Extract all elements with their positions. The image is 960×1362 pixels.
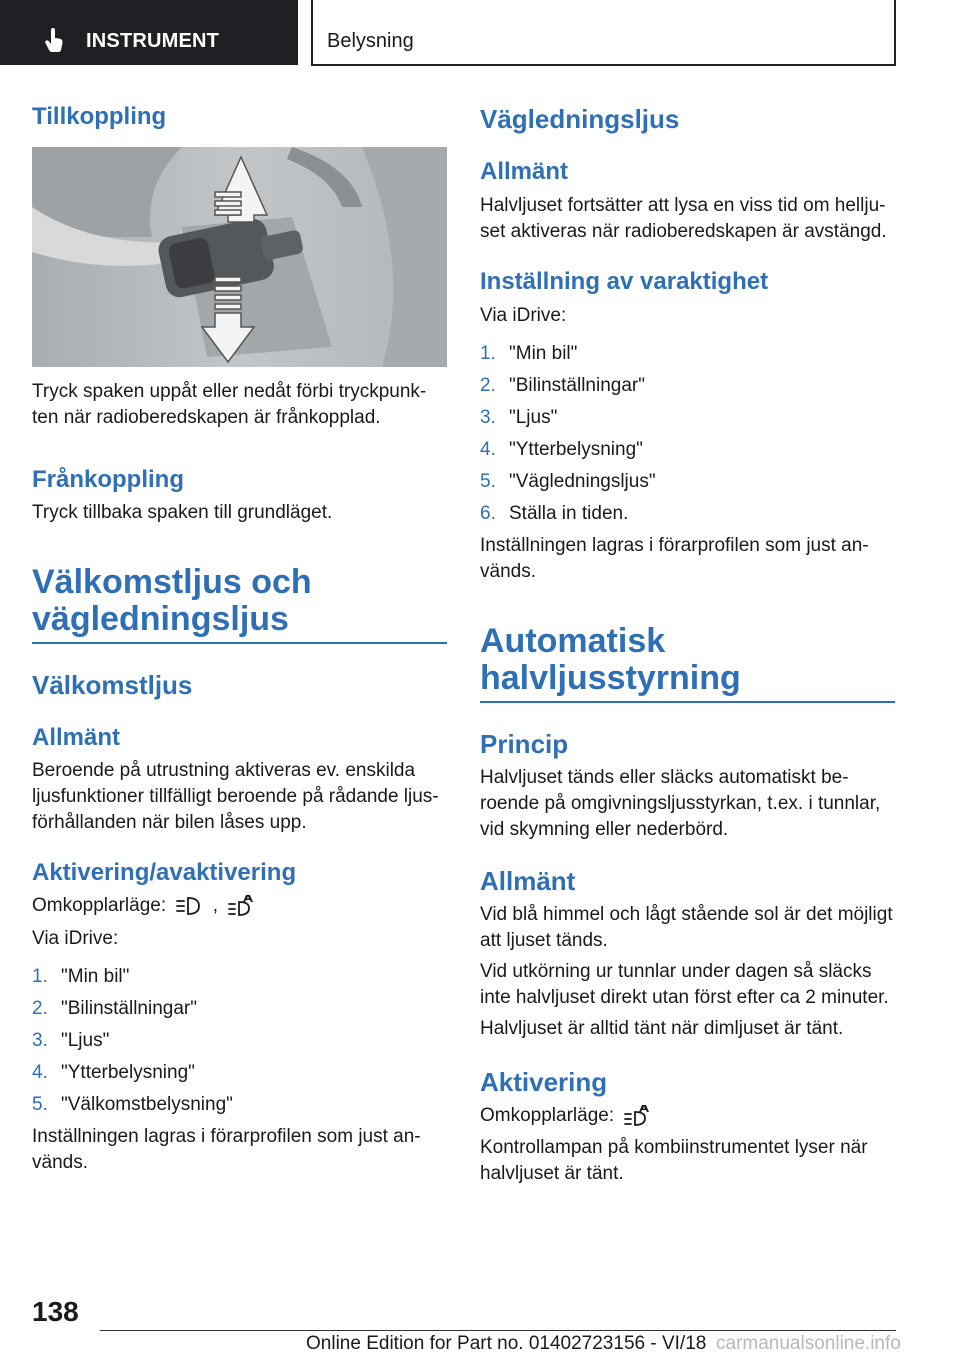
switch-label: Omkopplarläge: bbox=[32, 895, 167, 916]
auto-headlight-icon bbox=[623, 1105, 651, 1127]
parking-light-icon bbox=[175, 895, 203, 917]
frankoppling-body: Tryck tillbaka spaken till grundläget. bbox=[32, 502, 333, 523]
vagledningsljus-allmant-body: Halvljuset fortsätter att lysa en viss tid om hellju-set aktiveras när radioberedskapen är avstängd. bbox=[480, 195, 887, 242]
chapter-title-line2: vägledningsljus bbox=[32, 600, 289, 638]
heading-frankoppling: Frånkoppling bbox=[32, 466, 184, 493]
aktivering-switch bbox=[480, 1103, 895, 1131]
vagledningsljus-steps bbox=[480, 341, 895, 533]
list-item: 4. "Ytterbelysning" bbox=[480, 439, 643, 460]
heading-allmant: Allmänt bbox=[480, 158, 569, 185]
page-number: 138 bbox=[32, 1296, 79, 1327]
list-item: 2. "Bilinställningar" bbox=[480, 375, 645, 396]
vagledningsljus-note: Inställningen lagras i förarprofilen som just an-vänds. bbox=[480, 535, 869, 582]
list-item: 1. "Min bil" bbox=[32, 966, 130, 987]
list-item: 2. "Bilinställningar" bbox=[32, 998, 197, 1019]
tillkoppling-body: Tryck spaken uppåt eller nedåt förbi tryckpunk-ten när radioberedskapen är frånkopplad. bbox=[32, 381, 427, 428]
list-item: 5. "Vägledningsljus" bbox=[480, 471, 656, 492]
chapter-title-right bbox=[480, 623, 895, 697]
section-title: INSTRUMENT bbox=[86, 30, 220, 52]
valkomstljus-allmant-body: Beroende på utrustning aktiveras ev. enskilda ljusfunktioner tillfälligt beroende på rådande ljus-förhållanden när bilen låses upp. bbox=[32, 760, 439, 833]
list-item: 1. "Min bil" bbox=[480, 343, 578, 364]
heading-tillkoppling: Tillkoppling bbox=[32, 103, 167, 130]
allmant-p2: Vid utkörning ur tunnlar under dagen så släcks inte halvljuset direkt utan först efter ca 2 minuter. bbox=[480, 961, 889, 1008]
via-idrive-left: Via iDrive: bbox=[32, 928, 119, 949]
heading-allmant-auto: Allmänt bbox=[480, 866, 576, 896]
hand-pointer-icon bbox=[44, 28, 64, 52]
switch-positions bbox=[32, 893, 447, 921]
heading-allmant: Allmänt bbox=[32, 724, 121, 751]
heading-aktivering: Aktivering bbox=[480, 1067, 608, 1097]
chapter-title-line1: Välkomstljus och bbox=[32, 563, 312, 601]
chapter-title-line2: halvljusstyrning bbox=[480, 659, 741, 697]
lever-figure bbox=[32, 147, 447, 367]
chapter-rule bbox=[32, 642, 447, 644]
section-tab bbox=[0, 0, 298, 65]
chapter-title-line1: Automatisk bbox=[480, 622, 666, 660]
list-item: 3. "Ljus" bbox=[32, 1030, 110, 1051]
list-item: 3. "Ljus" bbox=[480, 407, 558, 428]
subsection-title: Belysning bbox=[327, 30, 414, 52]
list-item: 4. "Ytterbelysning" bbox=[32, 1062, 195, 1083]
heading-valkomstljus: Välkomstljus bbox=[32, 670, 193, 700]
chapter-title-left bbox=[32, 564, 447, 638]
aktivering-body: Kontrollampan på kombiinstrumentet lyser när halvljuset är tänt. bbox=[480, 1137, 868, 1184]
list-item: 6. Ställa in tiden. bbox=[480, 503, 629, 524]
switch-separator: , bbox=[212, 895, 218, 916]
switch-label: Omkopplarläge: bbox=[480, 1105, 615, 1126]
subsection-frame bbox=[311, 0, 896, 66]
heading-installning: Inställning av varaktighet bbox=[480, 268, 769, 295]
valkomstljus-note: Inställningen lagras i förarprofilen som just an-vänds. bbox=[32, 1126, 421, 1173]
footer-edition: Online Edition for Part no. 01402723156 - VI/18 bbox=[306, 1333, 707, 1354]
valkomstljus-steps bbox=[32, 964, 447, 1124]
watermark: carmanualsonline.info bbox=[716, 1333, 901, 1354]
heading-princip: Princip bbox=[480, 729, 569, 759]
allmant-p3: Halvljuset är alltid tänt när dimljuset är tänt. bbox=[480, 1018, 844, 1039]
heading-vagledningsljus: Vägledningsljus bbox=[480, 104, 680, 134]
chapter-rule bbox=[480, 701, 895, 703]
heading-aktivering-avaktivering: Aktivering/avaktivering bbox=[32, 859, 297, 886]
allmant-p1: Vid blå himmel och lågt stående sol är det möjligt att ljuset tänds. bbox=[480, 904, 893, 951]
list-item: 5. "Välkomstbelysning" bbox=[32, 1094, 233, 1115]
auto-headlight-icon bbox=[227, 895, 255, 917]
turn-signal-lever-icon bbox=[32, 147, 447, 367]
princip-body: Halvljuset tänds eller släcks automatiskt be-roende på omgivningsljusstyrkan, t.ex. i tunnlar, vid skymning eller nederbörd. bbox=[480, 767, 881, 840]
footer-rule bbox=[100, 1330, 896, 1331]
via-idrive-right: Via iDrive: bbox=[480, 305, 567, 326]
